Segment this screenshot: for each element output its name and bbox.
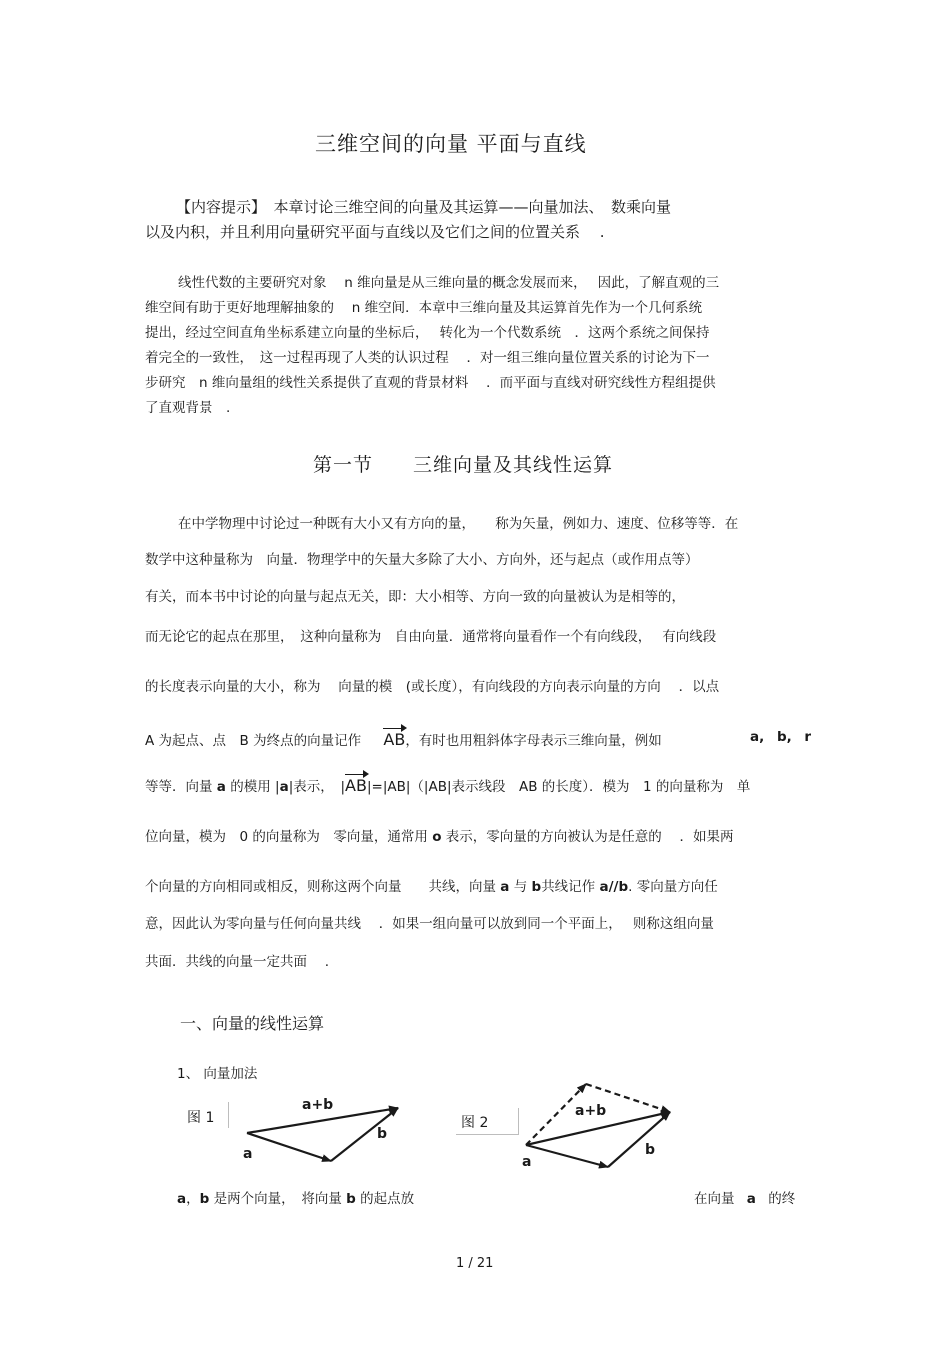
body-text: |表示， | xyxy=(288,779,346,795)
body-text: 的终 xyxy=(768,1191,796,1207)
body-text: 与 xyxy=(513,879,528,895)
fig1-label-b: b xyxy=(377,1126,388,1142)
vector-b: b xyxy=(346,1191,356,1207)
body-line: 共面．共线的向量一定共面 . xyxy=(145,954,330,970)
figure-1-label: 图 1 xyxy=(187,1110,215,1126)
fig2-vector-b xyxy=(608,1112,670,1167)
vector-a: a xyxy=(216,779,226,795)
vector-examples: a, b, r xyxy=(750,729,812,745)
subsection-title: 一、向量的线性运算 xyxy=(180,1014,325,1033)
vector-a: a xyxy=(746,1191,756,1207)
zero-vector: o xyxy=(432,829,442,845)
fig2-vector-a xyxy=(526,1145,608,1167)
bottom-line-right xyxy=(694,1187,795,1207)
body-text: ，有时也用粗斜体字母表示三维向量，例如 xyxy=(405,733,662,749)
body-text: 共线记作 xyxy=(541,879,596,895)
fig1-vector-a xyxy=(247,1133,331,1161)
vector-a: a xyxy=(279,779,289,795)
vector-ab: AB xyxy=(345,776,367,795)
body-text: 是两个向量， 将向量 xyxy=(213,1191,342,1207)
body-line xyxy=(145,875,718,895)
body-line: 有关，而本书中讨论的向量与起点无关，即：大小相等、方向一致的向量被认为是相等的， xyxy=(145,589,685,605)
body-text: A 为起点、点 B 为终点的向量记作 xyxy=(145,733,362,749)
body-text: 位向量，模为 0 的向量称为 零向量，通常用 xyxy=(145,829,428,845)
body-text: 个向量的方向相同或相反，则称这两个向量 共线，向量 xyxy=(145,879,496,895)
page-title: 三维空间的向量 平面与直线 xyxy=(315,132,587,156)
vector-b: b xyxy=(531,879,542,895)
fig1-label-sum: a+b xyxy=(302,1097,334,1113)
content-hint-line-2: 以及内积，并且利用向量研究平面与直线以及它们之间的位置关系 . xyxy=(145,223,605,241)
intro-line: 步研究 n 维向量组的线性关系提供了直观的背景材料 ．而平面与直线对研究线性方程组提供 xyxy=(145,375,716,391)
subsubsection-title: 1、 向量加法 xyxy=(177,1066,258,1082)
intro-line: 提出，经过空间直角坐标系建立向量的坐标后， 转化为一个代数系统 ．这两个系统之间保持 xyxy=(145,325,710,341)
vector-ab: AB xyxy=(383,730,406,749)
page-number: 1 / 21 xyxy=(456,1256,494,1271)
body-line: 而无论它的起点在那里， 这种向量称为 自由向量．通常将向量看作一个有向线段， 有向线段 xyxy=(145,629,717,645)
content-hint-line-1: 【内容提示】 本章讨论三维空间的向量及其运算——向量加法、 数乘向量 xyxy=(176,198,672,216)
fig2-label-b: b xyxy=(645,1142,656,1158)
body-text: . 零向量方向任 xyxy=(628,879,718,895)
fig1-label-a: a xyxy=(243,1146,253,1162)
body-text: 的模用 | xyxy=(230,779,280,795)
vector-b: b xyxy=(199,1191,210,1207)
fig2-label-sum: a+b xyxy=(575,1103,607,1119)
body-line xyxy=(145,825,734,845)
fig2-label-a: a xyxy=(522,1154,532,1170)
intro-line: 线性代数的主要研究对象 n 维向量是从三维向量的概念发展而来， 因此，了解直观的三 xyxy=(178,275,720,291)
body-line: 在中学物理中讨论过一种既有大小又有方向的量， 称为矢量，例如力、速度、位移等等．在 xyxy=(178,516,739,532)
body-line: 的长度表示向量的大小，称为 向量的模 (或长度），有向线段的方向表示向量的方向 ．以点 xyxy=(145,679,720,695)
intro-line: 了直观背景 . xyxy=(145,400,231,416)
body-text: 在向量 xyxy=(694,1191,735,1207)
body-text: 等等．向量 xyxy=(145,779,213,795)
body-line xyxy=(145,775,750,795)
fig1-vector-b xyxy=(331,1108,398,1161)
vector-a: a xyxy=(177,1191,187,1207)
bottom-line-left xyxy=(177,1187,414,1207)
parallel-notation: a//b xyxy=(599,879,629,895)
figure-2-diagram xyxy=(510,1070,685,1180)
figure-2-label: 图 2 xyxy=(461,1115,489,1131)
body-line: 数学中这种量称为 向量．物理学中的矢量大多除了大小、方向外，还与起点（或作用点等） xyxy=(145,552,699,568)
body-line xyxy=(145,729,662,749)
vector-a: a xyxy=(500,879,510,895)
figure-1-diagram xyxy=(230,1090,420,1175)
body-text: |=|AB|（|AB|表示线段 AB 的长度）．模为 1 的向量称为 单 xyxy=(366,779,751,795)
body-text: 的起点放 xyxy=(360,1191,415,1207)
figure-1-divider xyxy=(228,1102,229,1128)
intro-line: 维空间有助于更好地理解抽象的 n 维空间．本章中三维向量及其运算首先作为一个几何系统 xyxy=(145,300,703,316)
body-text: 表示，零向量的方向被认为是任意的 ．如果两 xyxy=(445,829,734,845)
section-title: 第一节 三维向量及其线性运算 xyxy=(313,454,614,476)
body-line: 意，因此认为零向量与任何向量共线 ．如果一组向量可以放到同一个平面上， 则称这组向量 xyxy=(145,916,714,932)
comma: ， xyxy=(186,1191,200,1207)
intro-line: 着完全的一致性， 这一过程再现了人类的认识过程 ．对一组三维向量位置关系的讨论为下一 xyxy=(145,350,710,366)
